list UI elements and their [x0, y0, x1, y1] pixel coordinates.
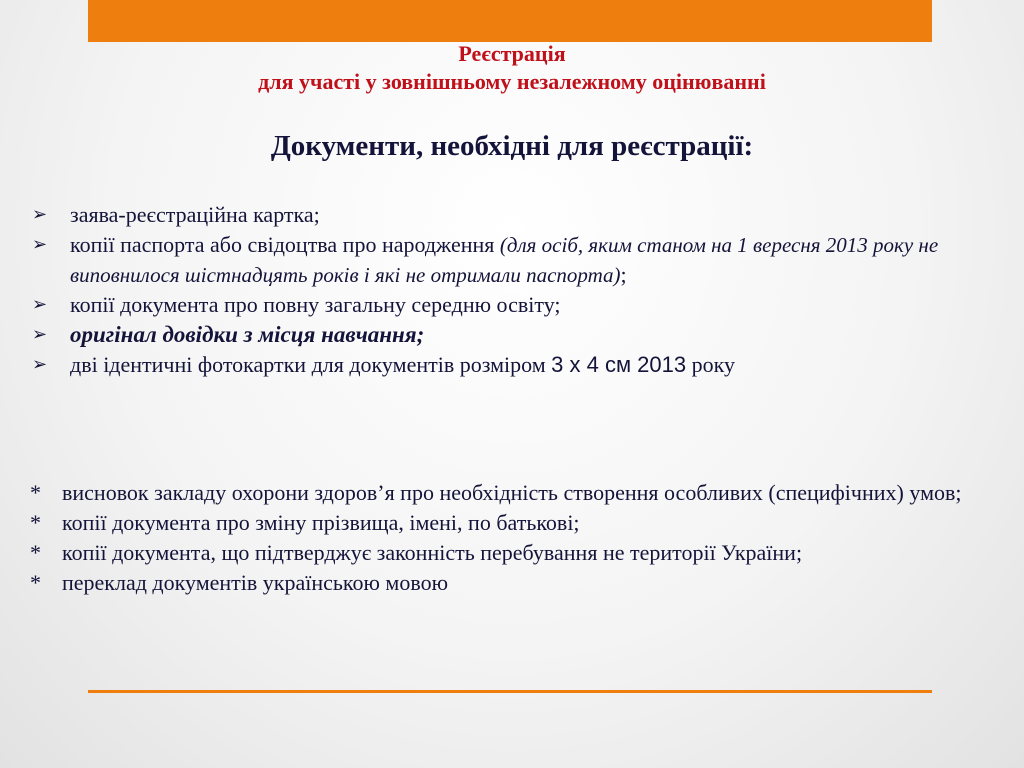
slide-title [0, 40, 1024, 96]
list-item [30, 230, 1005, 290]
list-item-text: висновок закладу охорони здоров’я про необхідність створення особливих (специфічних) умов; [62, 480, 962, 505]
documents-heading: Документи, необхідні для реєстрації: [270, 130, 754, 162]
list-item-text: оригінал довідки з місця навчання; [70, 322, 425, 347]
list-item [30, 350, 1005, 380]
list-item-text: дві ідентичні фотокартки для документів розміром [70, 352, 552, 377]
list-item-text: копії документа про зміну прізвища, імені, по батькові; [62, 510, 580, 535]
title-line-1: Реєстрація [458, 41, 566, 66]
arrow-bullet-icon: ➢ [32, 294, 48, 315]
arrow-bullet-icon: ➢ [32, 234, 48, 255]
asterisk-bullet-icon: * [30, 570, 41, 595]
list-item-note: (для осіб, яким станом на 1 вересня 2013 року не виповнилося шістнадцять років і які не отримали паспорта) [70, 233, 939, 287]
arrow-bullet-icon: ➢ [32, 354, 48, 375]
list-item [30, 568, 1005, 598]
bottom-accent-line [88, 690, 932, 693]
list-item [30, 290, 1005, 320]
list-item-text: переклад документів українською мовою [62, 570, 449, 595]
list-item-text: заява-реєстраційна картка; [70, 202, 320, 227]
list-item [30, 508, 1005, 538]
list-item [30, 200, 1005, 230]
asterisk-bullet-icon: * [30, 480, 41, 505]
list-item-suffix: року [686, 352, 736, 377]
list-item-suffix: ; [620, 262, 627, 287]
title-line-2: для участі у зовнішньому незалежному оцінюванні [258, 69, 766, 94]
additional-documents-list [30, 478, 1005, 598]
photo-size: 3 х 4 см 2013 [551, 352, 687, 377]
required-documents-list [30, 200, 1005, 380]
list-item [30, 320, 1005, 350]
asterisk-bullet-icon: * [30, 510, 41, 535]
list-item [30, 478, 1005, 508]
list-item-text: копії документа про повну загальну середню освіту; [70, 292, 561, 317]
arrow-bullet-icon: ➢ [32, 324, 48, 345]
asterisk-bullet-icon: * [30, 540, 41, 565]
list-item-text: копії документа, що підтверджує законність перебування не території України; [62, 540, 803, 565]
list-item-text: копії паспорта або свідоцтва про народження [70, 232, 500, 257]
arrow-bullet-icon: ➢ [32, 204, 48, 225]
top-accent-bar [88, 0, 932, 42]
list-item [30, 538, 1005, 568]
